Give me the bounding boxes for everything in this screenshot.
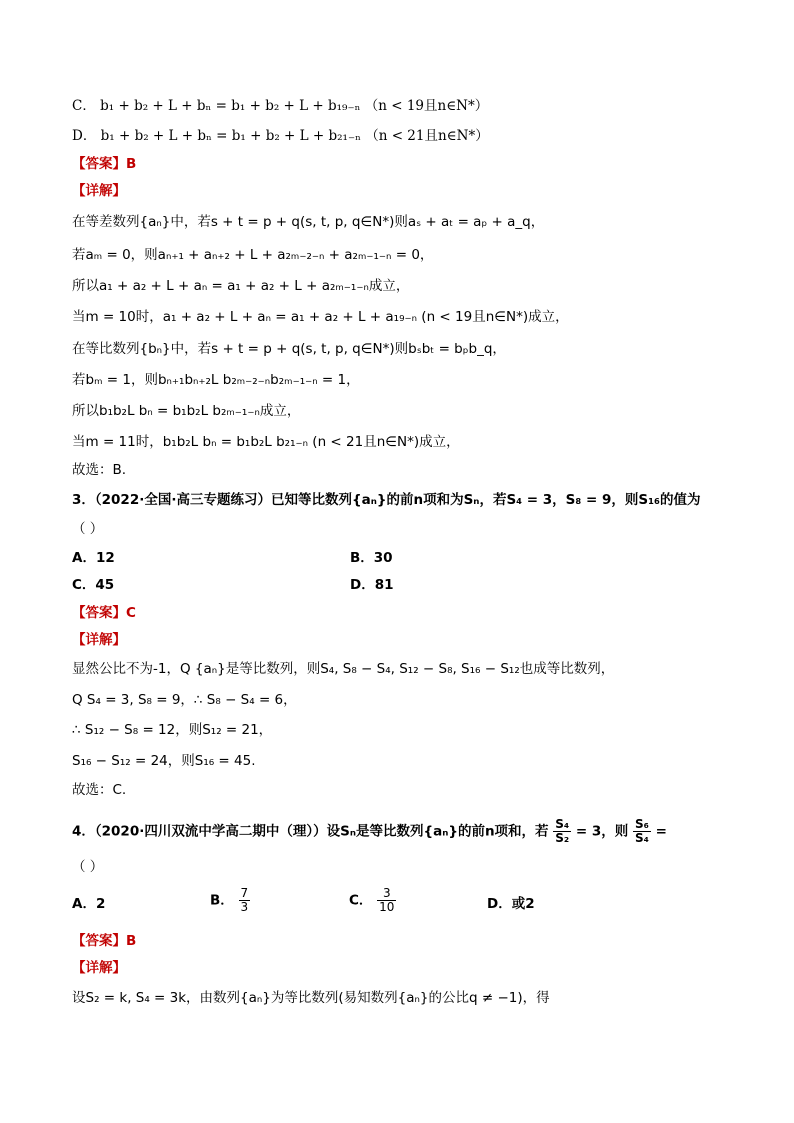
question-4-paren: （ ）: [72, 859, 104, 875]
solution-line: ∴ S₁₂ − S₈ = 12，则S₁₂ = 21，: [72, 722, 273, 738]
solution-line: 若bₘ = 1，则bₙ₊₁bₙ₊₂L b₂ₘ₋₂₋ₙb₂ₘ₋₁₋ₙ = 1，: [72, 372, 360, 388]
q4-option-c-num: 3: [377, 887, 396, 901]
q4-fraction-1-num: S₄: [555, 817, 570, 831]
choose-line: 故选：B.: [72, 462, 127, 478]
solution-line: 当m = 11时，b₁b₂L bₙ = b₁b₂L b₂₁₋ₙ (n < 21且n∈N*)成立，: [72, 434, 460, 450]
solution-line: 在等比数列{bₙ}中，若s + t = p + q(s, t, p, q∈N*)则bₛbₜ = bₚb_q，: [72, 341, 506, 357]
detail-label: 【详解】: [72, 960, 126, 976]
detail-label: 【详解】: [72, 183, 126, 199]
question-3-stem: 3．（2022·全国·高三专题练习）已知等比数列{aₙ}的前n项和为Sₙ，若S₄ = 3，S₈ = 9，则S₁₆的值为: [72, 492, 701, 508]
solution-line: 所以b₁b₂L bₙ = b₁b₂L b₂ₘ₋₁₋ₙ成立，: [72, 403, 301, 419]
q4-option-b: [210, 887, 250, 914]
solution-line: 若aₘ = 0，则aₙ₊₁ + aₙ₊₂ + L + a₂ₘ₋₂₋ₙ + a₂ₘ₋₁₋ₙ = 0，: [72, 247, 434, 263]
solution-line: S₁₆ − S₁₂ = 24，则S₁₆ = 45.: [72, 753, 256, 769]
q4-fraction-2-num: S₆: [634, 817, 649, 831]
q4-option-c: [349, 887, 396, 914]
q3-option-b: B．30: [350, 550, 393, 566]
q4-stem-text: 4．（2020·四川双流中学高二期中（理））设Sₙ是等比数列{aₙ}的前n项和，若: [72, 823, 549, 840]
q4-option-c-label: C．: [349, 892, 373, 909]
q4-stem-text: =: [655, 823, 667, 840]
q4-option-c-den: 10: [379, 900, 395, 914]
option-d: D． b₁ + b₂ + L + bₙ = b₁ + b₂ + L + b₂₁₋ₙ （n < 21且n∈N*）: [72, 128, 489, 144]
question-4-stem: [72, 818, 667, 845]
solution-line: 所以a₁ + a₂ + L + aₙ = a₁ + a₂ + L + a₂ₘ₋₁₋ₙ成立，: [72, 278, 410, 294]
q4-option-b-num: 7: [240, 886, 249, 900]
q4-stem-text: = 3，则: [575, 823, 629, 840]
q4-option-a: A．2: [72, 896, 106, 912]
q3-option-a: A．12: [72, 550, 115, 566]
answer-label: 【答案】C: [72, 605, 136, 621]
solution-line: 显然公比不为-1，Q {aₙ}是等比数列，则S₄, S₈ − S₄, S₁₂ − S₈, S₁₆ − S₁₂也成等比数列，: [72, 661, 615, 677]
q4-option-d: D．或2: [487, 896, 535, 912]
question-3-paren: （ ）: [72, 521, 104, 537]
q4-option-b-fraction: [239, 887, 251, 914]
option-c: C． b₁ + b₂ + L + bₙ = b₁ + b₂ + L + b₁₉₋ₙ （n < 19且n∈N*）: [72, 98, 489, 114]
answer-label: 【答案】B: [72, 933, 137, 949]
solution-line: 设S₂ = k, S₄ = 3k，由数列{aₙ}为等比数列(易知数列{aₙ}的公比q ≠ −1)，得: [72, 990, 550, 1006]
detail-label: 【详解】: [72, 632, 126, 648]
q4-fraction-1: [553, 818, 571, 845]
answer-label: 【答案】B: [72, 156, 137, 172]
solution-line: Q S₄ = 3, S₈ = 9，∴ S₈ − S₄ = 6，: [72, 692, 297, 708]
q3-option-c: C．45: [72, 577, 115, 593]
q3-option-d: D．81: [350, 577, 394, 593]
choose-line: 故选：C.: [72, 782, 127, 798]
solution-line: 在等差数列{aₙ}中，若s + t = p + q(s, t, p, q∈N*)则aₛ + aₜ = aₚ + a_q，: [72, 214, 545, 230]
q4-fraction-2-den: S₄: [634, 831, 649, 845]
q4-option-b-label: B．: [210, 892, 234, 909]
q4-fraction-1-den: S₂: [555, 831, 570, 845]
solution-line: 当m = 10时，a₁ + a₂ + L + aₙ = a₁ + a₂ + L + a₁₉₋ₙ (n < 19且n∈N*)成立，: [72, 309, 569, 325]
q4-option-b-den: 3: [240, 900, 249, 914]
q4-fraction-2: [633, 818, 651, 845]
q4-option-c-fraction: [377, 887, 396, 914]
